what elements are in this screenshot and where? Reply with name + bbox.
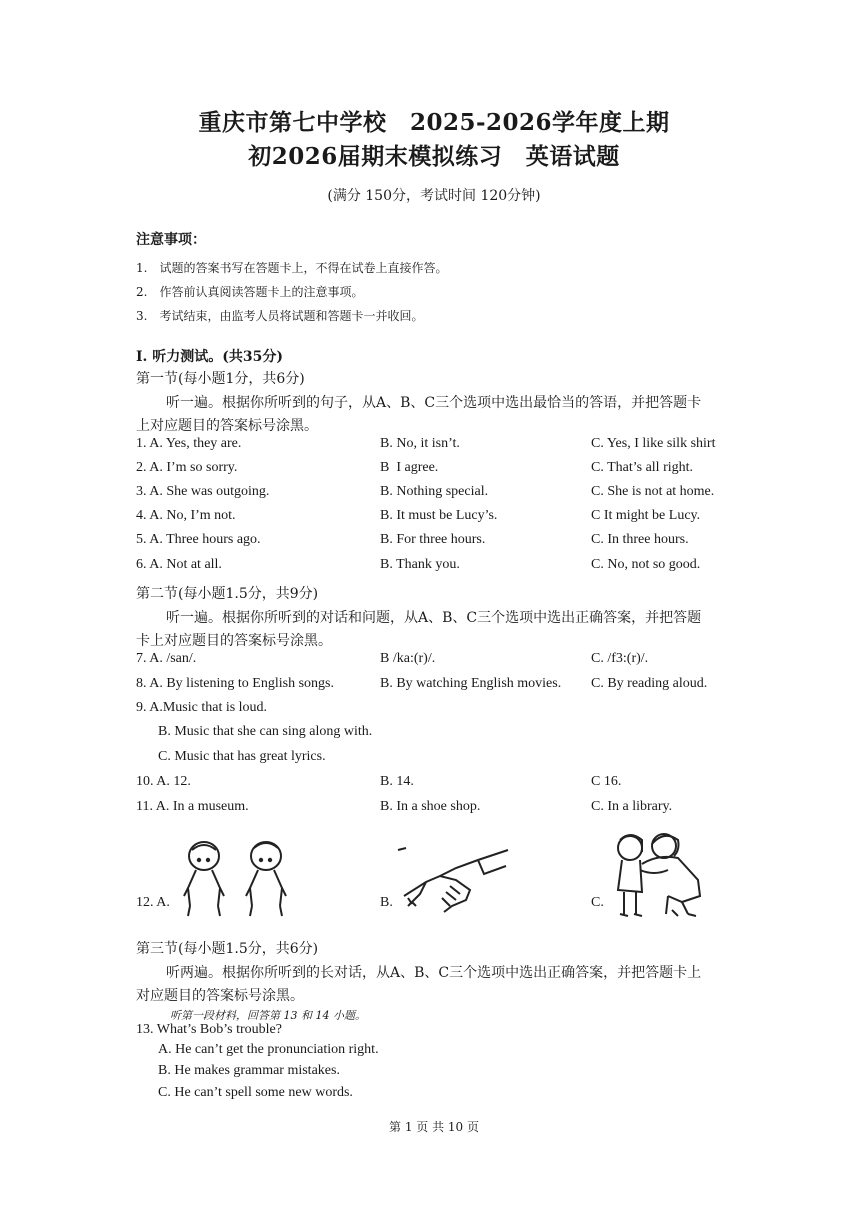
q2-option-a: 2. A. I’m so sorry. xyxy=(136,460,238,475)
q12-option-b: B. xyxy=(380,895,393,910)
section3-instruction-cont: 对应题目的答案标号涂黑。 xyxy=(136,988,304,1004)
q10-option-a: 10. A. 12. xyxy=(136,774,191,789)
q2-option-b xyxy=(380,460,438,476)
q2-option-b-label: B xyxy=(380,460,390,475)
q9-option-b: B. Music that she can sing along with. xyxy=(158,724,373,739)
two-people-bowing-drawing xyxy=(176,836,296,918)
q5-option-c: C. In three hours. xyxy=(591,532,689,547)
section2-instruction: 听一遍。根据你所听到的对话和问题，从A、B、C三个选项中选出正确答案，并把答题 xyxy=(166,610,702,626)
q8-option-b: B. By watching English movies. xyxy=(380,676,562,691)
notice-item: 2. 作答前认真阅读答题卡上的注意事项。 xyxy=(136,285,364,299)
q1-option-b-label: B xyxy=(380,436,390,451)
q6-option-c: C. No, not so good. xyxy=(591,557,701,572)
q5-option-b: B. For three hours. xyxy=(380,532,486,547)
q13-option-c: C. He can’t spell some new words. xyxy=(158,1085,353,1100)
q12-option-a: 12. A. xyxy=(136,895,170,910)
q1-option-c: C. Yes, I like silk shirt xyxy=(591,436,716,451)
q7-option-a: 7. A. /san/. xyxy=(136,651,197,666)
section2-heading: 第二节(每小题1.5分，共9分) xyxy=(136,586,319,602)
q9-option-c: C. Music that has great lyrics. xyxy=(158,749,326,764)
q11-option-c: C. In a library. xyxy=(591,799,673,814)
q10-option-c: C 16. xyxy=(591,774,622,789)
q3-option-c: C. She is not at home. xyxy=(591,484,715,499)
handshake-drawing xyxy=(396,846,516,918)
q3-option-b: B. Nothing special. xyxy=(380,484,489,499)
hug-drawing xyxy=(608,830,710,920)
notice-item: 1. 试题的答案书写在答题卡上，不得在试卷上直接作答。 xyxy=(136,261,448,275)
q2-option-c: C. That’s all right. xyxy=(591,460,694,475)
q1-option-b-text: No, it isn’t. xyxy=(396,436,460,451)
q2-option-b-text: I agree. xyxy=(396,460,439,475)
q8-option-a: 8. A. By listening to English songs. xyxy=(136,676,334,691)
page-number: 第 1 页 共 10 页 xyxy=(389,1120,479,1134)
exam-title-line1: 重庆市第七中学校 2025-2026学年度上期 xyxy=(198,109,670,136)
section2-instruction-cont: 卡上对应题目的答案标号涂黑。 xyxy=(136,633,332,649)
q11-option-b: B. In a shoe shop. xyxy=(380,799,481,814)
section3-heading: 第三节(每小题1.5分，共6分) xyxy=(136,941,319,957)
section1-heading: 第一节(每小题1分，共6分) xyxy=(136,371,305,387)
q5-option-a: 5. A. Three hours ago. xyxy=(136,532,261,547)
q7-option-b: B /ka:(r)/. xyxy=(380,651,436,666)
q6-option-b: B. Thank you. xyxy=(380,557,460,572)
section3-instruction: 听两遍。根据你所听到的长对话，从A、B、C三个选项中选出正确答案，并把答题卡上 xyxy=(166,965,702,981)
q1-option-a: 1. A. Yes, they are. xyxy=(136,436,242,451)
q6-option-a: 6. A. Not at all. xyxy=(136,557,222,572)
notice-heading: 注意事项： xyxy=(136,232,206,248)
notice-item: 3. 考试结束，由监考人员将试题和答题卡一并收回。 xyxy=(136,309,424,323)
section1-instruction: 听一遍。根据你所听到的句子，从A、B、C三个选项中选出最恰当的答语，并把答题卡 xyxy=(166,395,702,411)
q13-option-a: A. He can’t get the pronunciation right. xyxy=(158,1042,379,1057)
material-note: 听第一段材料，回答第 13 和 14 小题。 xyxy=(170,1009,366,1022)
q3-option-a: 3. A. She was outgoing. xyxy=(136,484,270,499)
exam-info: (满分 150分，考试时间 120分钟) xyxy=(327,188,541,204)
q13-option-b: B. He makes grammar mistakes. xyxy=(158,1063,340,1078)
q12-option-c: C. xyxy=(591,895,604,910)
q13-stem: 13. What’s Bob’s trouble? xyxy=(136,1022,282,1037)
exam-title-line2: 初2026届期末模拟练习 英语试题 xyxy=(248,143,620,170)
q7-option-c: C. /f3:(r)/. xyxy=(591,651,649,666)
q4-option-a: 4. A. No, I’m not. xyxy=(136,508,236,523)
q1-option-b: B. No, it isn’t. xyxy=(380,436,460,451)
part-heading: I. 听力测试。(共35分) xyxy=(136,349,284,365)
q4-option-b: B. It must be Lucy’s. xyxy=(380,508,498,523)
q4-option-c: C It might be Lucy. xyxy=(591,508,701,523)
q8-option-c: C. By reading aloud. xyxy=(591,676,708,691)
q10-option-b: B. 14. xyxy=(380,774,414,789)
section1-instruction-cont: 上对应题目的答案标号涂黑。 xyxy=(136,418,318,434)
q9-option-a: 9. A.Music that is loud. xyxy=(136,700,268,715)
q11-option-a: 11. A. In a museum. xyxy=(136,799,249,814)
